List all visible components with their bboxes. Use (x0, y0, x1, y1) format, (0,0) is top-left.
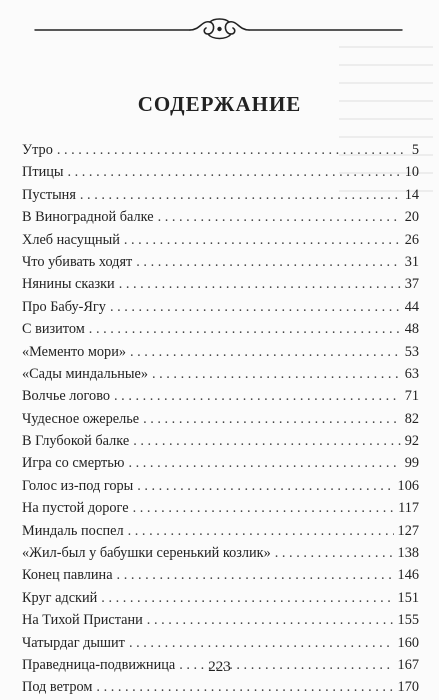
toc-entry-title: Хлеб насущный (22, 231, 120, 248)
dot-leader (89, 318, 401, 340)
toc-entry-title: Игра со смертью (22, 455, 125, 472)
dot-leader (114, 385, 401, 407)
dot-leader (136, 251, 400, 273)
toc-entry-title: Нянины сказки (22, 276, 115, 293)
toc-entry (22, 430, 419, 452)
toc-entry (22, 296, 419, 318)
dot-leader (130, 341, 401, 363)
toc-entry-title: Под ветром (22, 679, 93, 696)
toc-entry-page: 151 (397, 589, 419, 606)
dot-leader (117, 564, 394, 586)
dot-leader (124, 229, 401, 251)
dot-leader (110, 296, 401, 318)
scroll-flourish-icon (0, 10, 439, 50)
dot-leader (67, 161, 400, 183)
toc-entry-title: На Тихой Пристани (22, 612, 143, 629)
toc-entry (22, 676, 419, 698)
toc-entry-page: 14 (404, 186, 419, 203)
dot-leader (57, 139, 408, 161)
toc-entry-page: 138 (397, 545, 419, 562)
toc-entry-page: 170 (397, 679, 419, 696)
toc-entry-title: Птицы (22, 164, 64, 181)
dot-leader (128, 520, 394, 542)
toc-entry-title: «Жил-был у бабушки серенький козлик» (22, 545, 271, 562)
toc-entry-page: 63 (404, 365, 419, 382)
toc-entry (22, 206, 419, 228)
toc-entry-page: 99 (404, 455, 419, 472)
toc-entry-title: В Глубокой балке (22, 433, 130, 450)
toc-entry-page: 160 (397, 634, 419, 651)
toc-entry-page: 92 (404, 433, 419, 450)
toc-entry-title: «Сады миндальные» (22, 365, 148, 382)
toc-entry (22, 139, 419, 161)
toc-entry-title: Что убивать ходят (22, 253, 133, 270)
toc-entry (22, 363, 419, 385)
toc-entry-title: Утро (22, 142, 53, 158)
toc-entry-page: 31 (404, 253, 419, 270)
toc-entry (22, 385, 419, 407)
dot-leader (152, 363, 401, 385)
toc-entry (22, 520, 419, 542)
toc-entry-page: 5 (411, 142, 419, 158)
dot-leader (143, 408, 401, 430)
toc-entry (22, 609, 419, 631)
toc-entry-title: Конец павлина (22, 567, 113, 584)
toc-entry-title: Круг адский (22, 589, 98, 606)
toc-entry (22, 273, 419, 295)
dot-leader (158, 206, 401, 228)
toc-entry (22, 497, 419, 519)
toc-entry-page: 20 (404, 209, 419, 226)
table-of-contents (22, 139, 419, 699)
dot-leader (133, 430, 400, 452)
toc-entry (22, 229, 419, 251)
dot-leader (101, 587, 393, 609)
toc-entry (22, 452, 419, 474)
toc-entry (22, 184, 419, 206)
toc-entry (22, 587, 419, 609)
dot-leader (133, 497, 395, 519)
dot-leader (119, 273, 401, 295)
toc-entry-title: В Виноградной балке (22, 209, 154, 226)
toc-entry (22, 318, 419, 340)
toc-entry-title: Миндаль поспел (22, 522, 124, 539)
toc-entry-page: 146 (397, 567, 419, 584)
page-title: СОДЕРЖАНИЕ (137, 92, 302, 116)
toc-entry-title: Волчье логово (22, 388, 111, 405)
toc-entry-title: Пустыня (22, 186, 76, 203)
toc-entry (22, 161, 419, 183)
toc-entry-page: 117 (398, 500, 419, 517)
toc-entry-page: 127 (397, 522, 419, 539)
toc-entry-title: Праведница-подвижница (22, 656, 176, 673)
toc-entry-title: Чатырдаг дышит (22, 634, 125, 651)
toc-entry-page: 37 (404, 276, 419, 293)
toc-entry (22, 251, 419, 273)
dot-leader (80, 184, 401, 206)
dot-leader (96, 676, 393, 698)
toc-entry-page: 71 (404, 388, 419, 405)
toc-entry-page: 167 (397, 656, 419, 673)
toc-entry-title: Чудесное ожерелье (22, 410, 140, 427)
toc-entry-page: 26 (404, 231, 419, 248)
dot-leader (137, 475, 393, 497)
page-number: 223 (208, 659, 231, 675)
toc-entry-title: Голос из-под горы (22, 477, 134, 494)
dot-leader (147, 609, 394, 631)
toc-entry (22, 632, 419, 654)
toc-entry-page: 53 (404, 343, 419, 360)
toc-entry-page: 48 (404, 321, 419, 338)
toc-entry-page: 10 (404, 164, 419, 181)
dot-leader (128, 452, 400, 474)
dot-leader (129, 632, 394, 654)
toc-entry-page: 44 (404, 298, 419, 315)
toc-entry (22, 564, 419, 586)
toc-entry (22, 408, 419, 430)
toc-entry-title: С визитом (22, 321, 85, 338)
toc-entry-page: 155 (397, 612, 419, 629)
toc-entry (22, 475, 419, 497)
toc-entry-page: 82 (404, 410, 419, 427)
toc-entry-title: Про Бабу-Ягу (22, 298, 106, 315)
dot-leader (275, 542, 394, 564)
toc-entry-title: «Мементо мори» (22, 343, 126, 360)
toc-entry (22, 542, 419, 564)
toc-entry (22, 341, 419, 363)
toc-entry-title: На пустой дороге (22, 500, 129, 517)
toc-entry-page: 106 (397, 477, 419, 494)
